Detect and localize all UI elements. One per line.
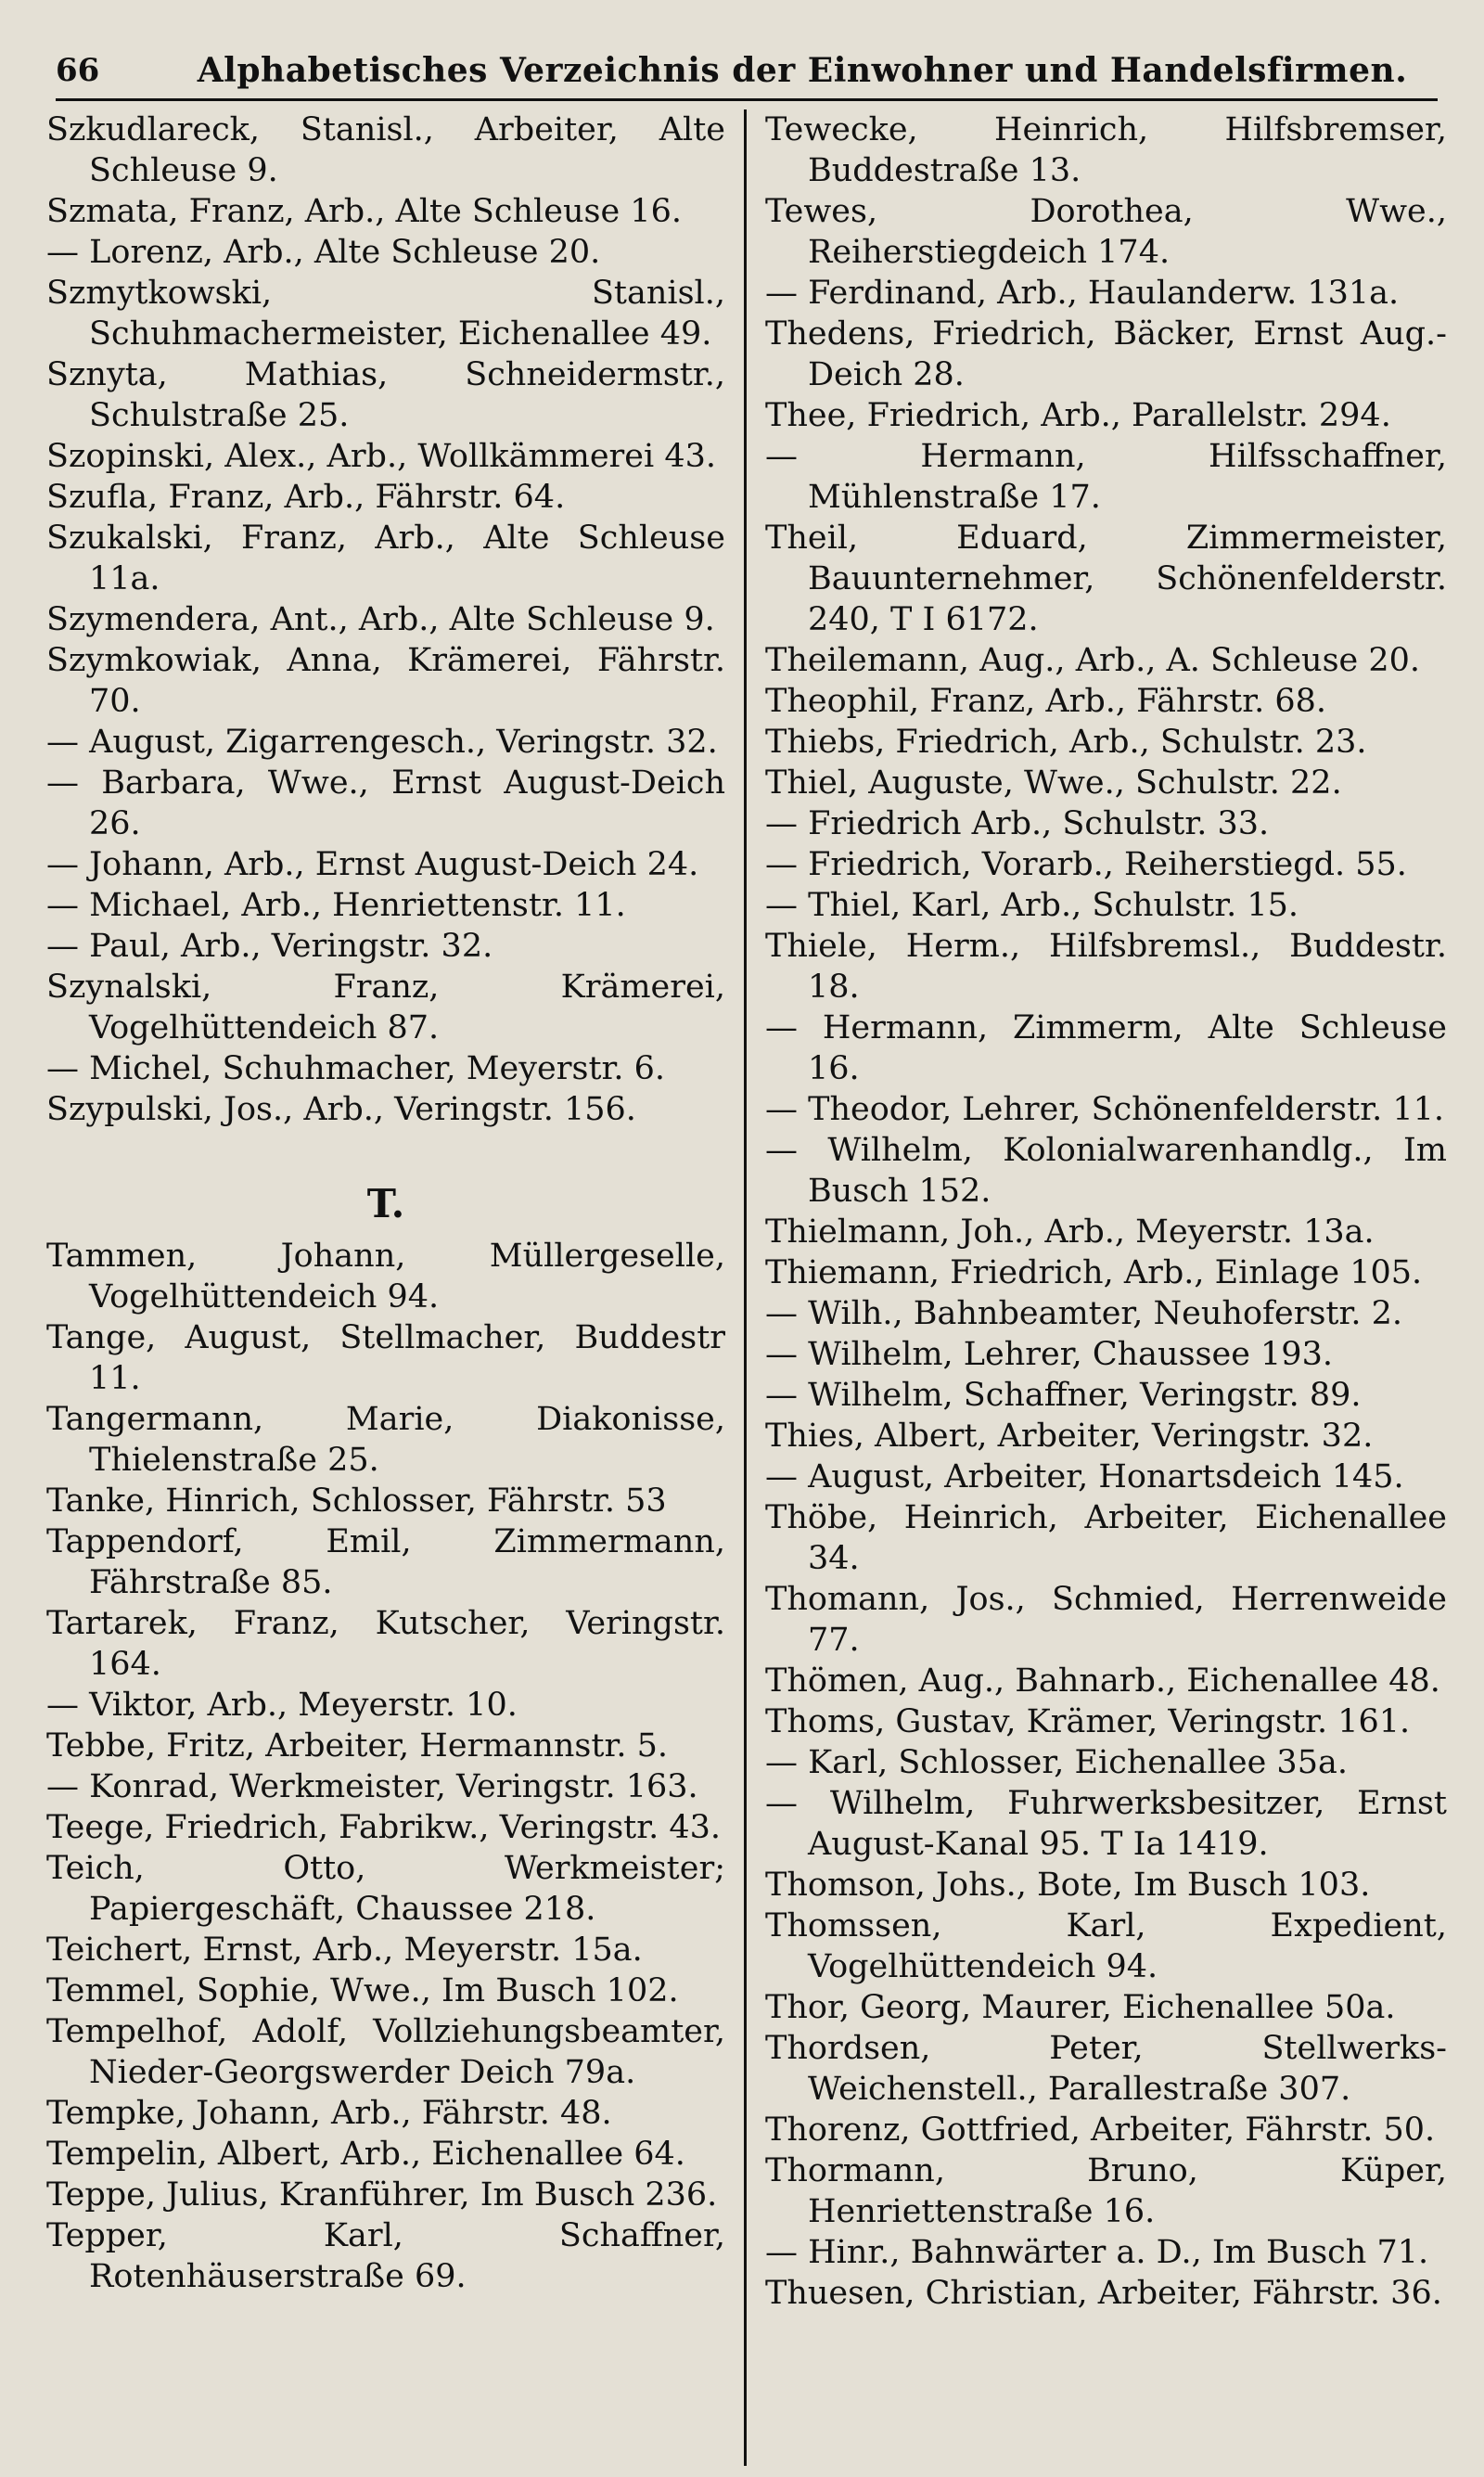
directory-entry: Tange, August, Stellmacher, Buddestr 11. (46, 1319, 725, 1397)
directory-entry: Szymendera, Ant., Arb., Alte Schleuse 9. (46, 601, 715, 638)
directory-entry: Thöbe, Heinrich, Arbeiter, Eichenallee 34. (765, 1499, 1447, 1577)
directory-entry: — Thiel, Karl, Arb., Schulstr. 15. (765, 887, 1299, 924)
directory-entry: Tammen, Johann, Müllergeselle, Vogelhüttendeich 94. (46, 1238, 725, 1316)
directory-entry: Tartarek, Franz, Kutscher, Veringstr. 164. (46, 1605, 725, 1683)
directory-entry: — August, Arbeiter, Honartsdeich 145. (765, 1458, 1404, 1495)
directory-entry: Thielmann, Joh., Arb., Meyerstr. 13a. (765, 1213, 1375, 1251)
right-column (747, 109, 1447, 2466)
directory-entry: Tewes, Dorothea, Wwe., Reiherstiegdeich 174. (765, 193, 1447, 271)
directory-entry: — Viktor, Arb., Meyerstr. 10. (46, 1687, 518, 1724)
directory-entry: Thor, Georg, Maurer, Eichenallee 50a. (765, 1989, 1396, 2026)
directory-entry: Szukalski, Franz, Arb., Alte Schleuse 11a. (46, 520, 725, 597)
directory-entry: Thiemann, Friedrich, Arb., Einlage 105. (765, 1254, 1423, 1291)
directory-entry: Teege, Friedrich, Fabrikw., Veringstr. 43. (46, 1809, 722, 1846)
directory-entry: — Hinr., Bahnwärter a. D., Im Busch 71. (765, 2234, 1429, 2271)
directory-entry: Thoms, Gustav, Krämer, Veringstr. 161. (765, 1703, 1411, 1740)
directory-entry: Tanke, Hinrich, Schlosser, Fährstr. 53 (46, 1482, 667, 1520)
directory-entry: Thiebs, Friedrich, Arb., Schulstr. 23. (765, 724, 1367, 761)
directory-entry: — Barbara, Wwe., Ernst August-Deich 26. (46, 764, 725, 842)
directory-entry: Teichert, Ernst, Arb., Meyerstr. 15a. (46, 1932, 643, 1969)
directory-entry: Szkudlareck, Stanisl., Arbeiter, Alte Schleuse 9. (46, 111, 725, 189)
directory-entry: Tappendorf, Emil, Zimmermann, Fährstraße 85. (46, 1523, 725, 1601)
directory-entry: — Wilhelm, Lehrer, Chaussee 193. (765, 1336, 1333, 1373)
directory-entry: — Lorenz, Arb., Alte Schleuse 20. (46, 234, 601, 271)
directory-entry: Thies, Albert, Arbeiter, Veringstr. 32. (765, 1418, 1374, 1455)
directory-entry: Szmata, Franz, Arb., Alte Schleuse 16. (46, 193, 682, 230)
directory-entry: Thiele, Herm., Hilfsbremsl., Buddestr. 18. (765, 928, 1447, 1006)
page-header (56, 43, 1438, 101)
directory-entry: Szopinski, Alex., Arb., Wollkämmerei 43. (46, 438, 716, 475)
directory-entry: Teich, Otto, Werkmeister; Papiergeschäft, Chaussee 218. (46, 1850, 725, 1928)
directory-entry: Szmytkowski, Stanisl., Schuhmachermeister, Eichenallee 49. (46, 275, 725, 353)
directory-entry: Tempelin, Albert, Arb., Eichenallee 64. (46, 2136, 685, 2173)
directory-entry: Thomson, Johs., Bote, Im Busch 103. (765, 1867, 1371, 1904)
directory-entry: Teppe, Julius, Kranführer, Im Busch 236. (46, 2176, 718, 2214)
directory-entry: — Friedrich Arb., Schulstr. 33. (765, 805, 1270, 842)
columns (46, 109, 1447, 2466)
directory-entry: Tempke, Johann, Arb., Fährstr. 48. (46, 2095, 612, 2132)
directory-entry: — Michel, Schuhmacher, Meyerstr. 6. (46, 1050, 666, 1087)
directory-entry: — Friedrich, Vorarb., Reiherstiegd. 55. (765, 846, 1407, 883)
directory-entry: Szypulski, Jos., Arb., Veringstr. 156. (46, 1091, 636, 1128)
directory-entry: Tepper, Karl, Schaffner, Rotenhäuserstraße 69. (46, 2217, 725, 2295)
directory-entry: Thuesen, Christian, Arbeiter, Fährstr. 36. (765, 2275, 1442, 2312)
directory-entry: — Wilhelm, Kolonialwarenhandlg., Im Busch 152. (765, 1132, 1447, 1210)
directory-entry: — Theodor, Lehrer, Schönenfelderstr. 11. (765, 1091, 1445, 1128)
directory-entry: Temmel, Sophie, Wwe., Im Busch 102. (46, 1972, 679, 2009)
directory-entry: Szynalski, Franz, Krämerei, Vogelhüttendeich 87. (46, 969, 725, 1046)
directory-entry: Tewecke, Heinrich, Hilfsbremser, Buddestraße 13. (765, 111, 1447, 189)
directory-entry: — Konrad, Werkmeister, Veringstr. 163. (46, 1768, 698, 1805)
directory-entry: Theophil, Franz, Arb., Fährstr. 68. (765, 683, 1327, 720)
directory-entry: — Michael, Arb., Henriettenstr. 11. (46, 887, 626, 924)
section-letter-heading: T. (366, 1181, 405, 1226)
directory-entry: Thiel, Auguste, Wwe., Schulstr. 22. (765, 764, 1342, 802)
directory-entry: Theil, Eduard, Zimmermeister, Bauunternehmer, Schönenfelderstr. 240, T I 6172. (765, 520, 1447, 638)
left-column (46, 109, 747, 2466)
directory-entry: — Wilhelm, Fuhrwerksbesitzer, Ernst August-Kanal 95. T Ia 1419. (765, 1785, 1447, 1863)
directory-entry: — Karl, Schlosser, Eichenallee 35a. (765, 1744, 1348, 1781)
directory-entry: Thedens, Friedrich, Bäcker, Ernst Aug.-Deich 28. (765, 315, 1447, 393)
directory-entry: Thordsen, Peter, Stellwerks-Weichenstell., Parallestraße 307. (765, 2030, 1447, 2108)
directory-entry: — Hermann, Hilfsschaffner, Mühlenstraße 17. (765, 438, 1447, 516)
directory-entry: Thormann, Bruno, Küper, Henriettenstraße 16. (765, 2152, 1447, 2230)
directory-entry: Theilemann, Aug., Arb., A. Schleuse 20. (765, 642, 1421, 679)
directory-entry: — Wilh., Bahnbeamter, Neuhoferstr. 2. (765, 1295, 1402, 1332)
directory-entry: Szufla, Franz, Arb., Fährstr. 64. (46, 479, 566, 516)
directory-entry: Szymkowiak, Anna, Krämerei, Fährstr. 70. (46, 642, 725, 720)
directory-entry: — Paul, Arb., Veringstr. 32. (46, 928, 493, 965)
directory-entry: Thee, Friedrich, Arb., Parallelstr. 294. (765, 397, 1391, 434)
directory-entry: — Ferdinand, Arb., Haulanderw. 131a. (765, 275, 1400, 312)
directory-entry: — Hermann, Zimmerm, Alte Schleuse 16. (765, 1009, 1447, 1087)
page-number: 66 (56, 52, 100, 89)
directory-entry: Thorenz, Gottfried, Arbeiter, Fährstr. 50. (765, 2111, 1436, 2149)
directory-entry: Tangermann, Marie, Diakonisse, Thielenstraße 25. (46, 1401, 725, 1479)
directory-entry: — Wilhelm, Schaffner, Veringstr. 89. (765, 1377, 1362, 1414)
directory-entry: Sznyta, Mathias, Schneidermstr., Schulstraße 25. (46, 356, 725, 434)
directory-entry: Thömen, Aug., Bahnarb., Eichenallee 48. (765, 1662, 1440, 1700)
directory-entry: — August, Zigarrengesch., Veringstr. 32. (46, 724, 718, 761)
directory-entry: — Johann, Arb., Ernst August-Deich 24. (46, 846, 699, 883)
running-title: Alphabetisches Verzeichnis der Einwohner und Handelsfirmen. (197, 51, 1408, 90)
directory-entry: Tebbe, Fritz, Arbeiter, Hermannstr. 5. (46, 1727, 668, 1765)
directory-entry: Tempelhof, Adolf, Vollziehungsbeamter, Nieder-Georgswerder Deich 79a. (46, 2013, 725, 2091)
directory-entry: Thomann, Jos., Schmied, Herrenweide 77. (765, 1581, 1447, 1659)
directory-entry: Thomssen, Karl, Expedient, Vogelhüttendeich 94. (765, 1907, 1447, 1985)
